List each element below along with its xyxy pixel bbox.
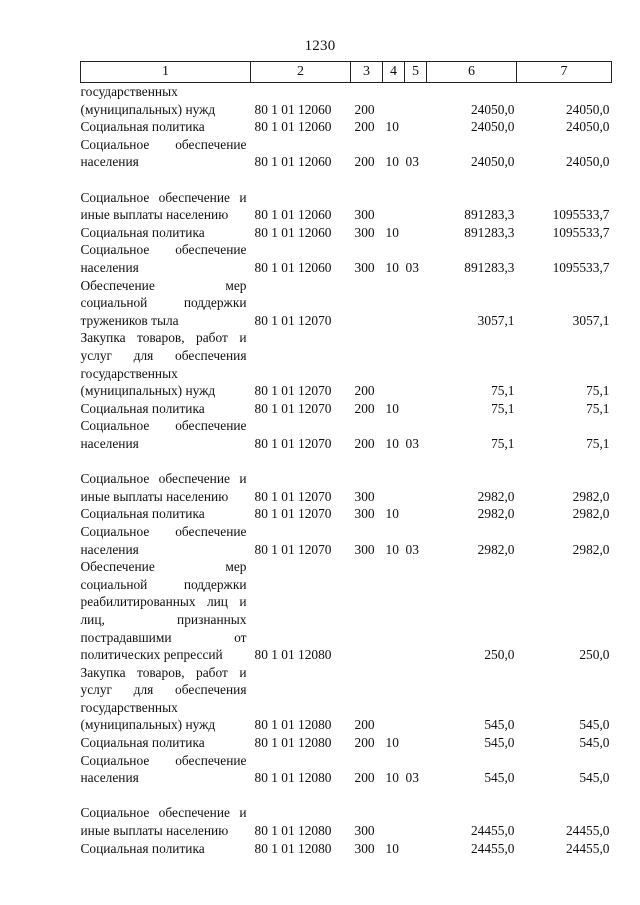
budget-table — [80, 61, 612, 857]
row-name: Социальная политика — [80, 224, 205, 240]
row-code: 80 1 01 12070 — [254, 400, 332, 416]
row-value-7: 1095533,7 — [552, 224, 610, 240]
row-vr: 200 — [354, 717, 375, 733]
row-code: 80 1 01 12080 — [254, 735, 332, 751]
row-code: 80 1 01 12060 — [254, 259, 332, 275]
row-pr — [405, 787, 427, 840]
row-code: 80 1 01 12080 — [254, 770, 332, 786]
row-value-7: 545,0 — [579, 770, 610, 786]
column-header-2: 2 — [251, 62, 351, 83]
table-row — [81, 664, 612, 734]
row-value-6: 891283,3 — [464, 207, 515, 223]
row-vr: 200 — [354, 400, 375, 416]
row-name: Социальная политика — [80, 840, 205, 856]
row-rz: 10 — [385, 259, 399, 275]
row-vr: 200 — [354, 383, 375, 399]
row-value-7: 2982,0 — [572, 506, 610, 522]
row-name: Социальное обеспечение населения — [80, 242, 247, 275]
table-row — [81, 558, 612, 664]
row-value-7: 3057,1 — [572, 312, 610, 328]
row-pr — [405, 277, 427, 330]
row-code: 80 1 01 12070 — [254, 312, 332, 328]
row-value-6: 24050,0 — [470, 101, 515, 117]
table-row — [81, 752, 612, 787]
table-row — [81, 329, 612, 399]
row-name: Обеспечение мер социальной поддержки тружеников тыла — [80, 277, 247, 328]
row-value-6: 24050,0 — [470, 154, 515, 170]
table-row — [81, 523, 612, 558]
row-rz — [383, 171, 405, 224]
row-value-7: 2982,0 — [572, 488, 610, 504]
row-value-7: 545,0 — [579, 735, 610, 751]
row-value-6: 545,0 — [484, 735, 515, 751]
row-rz — [383, 558, 405, 664]
row-vr: 200 — [354, 435, 375, 451]
row-value-7: 1095533,7 — [552, 259, 610, 275]
row-vr: 300 — [354, 224, 375, 240]
table-header — [81, 62, 612, 83]
table-row — [81, 400, 612, 418]
row-rz — [383, 787, 405, 840]
row-name: Социальная политика — [80, 119, 205, 135]
row-value-6: 75,1 — [491, 383, 515, 399]
row-name: Социальное обеспечение и иные выплаты населению — [80, 805, 247, 839]
row-code: 80 1 01 12080 — [254, 840, 332, 856]
row-value-7: 24455,0 — [565, 840, 610, 856]
table-row — [81, 224, 612, 242]
table-body — [81, 83, 612, 858]
column-header-5: 5 — [405, 62, 427, 83]
row-code: 80 1 01 12070 — [254, 435, 332, 451]
row-code: 80 1 01 12070 — [254, 541, 332, 557]
row-value-7: 2982,0 — [572, 541, 610, 557]
row-pr — [405, 83, 427, 119]
table-row — [81, 118, 612, 136]
row-rz: 10 — [385, 435, 399, 451]
column-header-1: 1 — [81, 62, 251, 83]
row-value-7: 1095533,7 — [552, 207, 610, 223]
row-pr: 03 — [405, 154, 419, 170]
row-pr — [405, 224, 427, 242]
row-name: Социальное обеспечение населения — [80, 418, 247, 451]
row-name: Социальное обеспечение и иные выплаты населению — [80, 471, 247, 504]
row-rz — [383, 277, 405, 330]
row-code: 80 1 01 12060 — [254, 207, 332, 223]
row-value-6: 891283,3 — [464, 259, 515, 275]
table-row — [81, 83, 612, 119]
row-name: Социальное обеспечение населения — [80, 752, 247, 786]
row-vr: 200 — [354, 770, 375, 786]
row-vr: 200 — [354, 101, 375, 117]
row-rz: 10 — [385, 119, 399, 135]
row-value-6: 75,1 — [491, 435, 515, 451]
row-value-6: 24455,0 — [470, 840, 515, 856]
table-row — [81, 277, 612, 330]
row-code: 80 1 01 12080 — [254, 647, 332, 663]
table-row — [81, 840, 612, 858]
table-row — [81, 136, 612, 171]
row-name: Социальная политика — [80, 506, 205, 522]
row-code: 80 1 01 12060 — [254, 224, 332, 240]
row-rz — [383, 664, 405, 734]
row-name: Социальное обеспечение населения — [80, 136, 247, 170]
row-code: 80 1 01 12060 — [254, 119, 332, 135]
row-code: 80 1 01 12060 — [254, 101, 332, 117]
row-value-7: 545,0 — [579, 717, 610, 733]
row-value-6: 75,1 — [491, 400, 515, 416]
column-header-3: 3 — [351, 62, 383, 83]
row-value-7: 24050,0 — [565, 154, 610, 170]
row-pr — [405, 329, 427, 399]
row-vr: 200 — [354, 119, 375, 135]
table-row — [81, 453, 612, 506]
row-value-6: 3057,1 — [477, 312, 515, 328]
row-rz: 10 — [385, 154, 399, 170]
row-value-6: 250,0 — [484, 647, 515, 663]
row-rz: 10 — [385, 506, 399, 522]
row-name: государственных (муниципальных) нужд — [80, 84, 216, 117]
row-pr — [405, 734, 427, 752]
row-value-6: 2982,0 — [477, 541, 515, 557]
row-value-6: 545,0 — [484, 717, 515, 733]
row-pr: 03 — [405, 541, 419, 557]
column-header-6: 6 — [427, 62, 517, 83]
row-vr — [351, 558, 383, 664]
row-rz — [383, 453, 405, 506]
row-code: 80 1 01 12060 — [254, 154, 332, 170]
row-name: Закупка товаров, работ и услуг для обеспечения государственных (муниципальных) нужд — [80, 330, 247, 399]
table-row — [81, 734, 612, 752]
row-vr: 200 — [354, 735, 375, 751]
row-value-7: 24050,0 — [565, 119, 610, 135]
row-pr — [405, 118, 427, 136]
row-vr: 300 — [354, 506, 375, 522]
row-pr — [405, 558, 427, 664]
row-pr: 03 — [405, 259, 419, 275]
row-code: 80 1 01 12070 — [254, 488, 332, 504]
column-header-4: 4 — [383, 62, 405, 83]
row-vr — [351, 277, 383, 330]
row-pr — [405, 505, 427, 523]
row-vr: 300 — [354, 259, 375, 275]
row-name: Социальное обеспечение и иные выплаты населению — [80, 189, 247, 223]
row-rz: 10 — [385, 400, 399, 416]
row-value-6: 545,0 — [484, 770, 515, 786]
row-rz: 10 — [385, 770, 399, 786]
row-name: Социальное обеспечение населения — [80, 523, 247, 557]
row-value-7: 24455,0 — [565, 823, 610, 839]
row-value-6: 2982,0 — [477, 488, 515, 504]
table-row — [81, 417, 612, 452]
table-row — [81, 505, 612, 523]
row-vr: 300 — [354, 488, 375, 504]
row-value-6: 2982,0 — [477, 506, 515, 522]
row-value-7: 75,1 — [586, 383, 610, 399]
page-number: 1230 — [304, 38, 336, 54]
table-row — [81, 171, 612, 224]
row-code: 80 1 01 12070 — [254, 506, 332, 522]
row-rz: 10 — [385, 735, 399, 751]
row-code: 80 1 01 12080 — [254, 823, 332, 839]
row-vr: 300 — [354, 207, 375, 223]
row-value-6: 891283,3 — [464, 224, 515, 240]
row-value-6: 24455,0 — [470, 823, 515, 839]
row-code: 80 1 01 12070 — [254, 383, 332, 399]
row-rz: 10 — [385, 840, 399, 856]
row-pr — [405, 171, 427, 224]
row-code: 80 1 01 12080 — [254, 717, 332, 733]
column-header-7: 7 — [517, 62, 612, 83]
row-name: Социальная политика — [80, 735, 205, 751]
table-row — [81, 787, 612, 840]
row-name: Социальная политика — [80, 400, 205, 416]
row-value-7: 250,0 — [579, 647, 610, 663]
row-rz — [383, 329, 405, 399]
row-vr: 200 — [354, 154, 375, 170]
row-name: Закупка товаров, работ и услуг для обеспечения государственных (муниципальных) нужд — [80, 664, 247, 733]
row-rz — [383, 83, 405, 119]
table-row — [81, 241, 612, 276]
row-vr: 300 — [354, 541, 375, 557]
row-value-7: 75,1 — [586, 435, 610, 451]
row-rz: 10 — [385, 224, 399, 240]
row-pr: 03 — [405, 770, 419, 786]
row-rz: 10 — [385, 541, 399, 557]
row-value-6: 24050,0 — [470, 119, 515, 135]
row-pr: 03 — [405, 435, 419, 451]
row-vr: 300 — [354, 823, 375, 839]
row-pr — [405, 840, 427, 858]
row-value-7: 24050,0 — [565, 101, 610, 117]
row-name: Обеспечение мер социальной поддержки реабилитированных лиц и лиц, признанных пострадавшими от политических репрессий — [80, 559, 247, 663]
row-value-7: 75,1 — [586, 400, 610, 416]
row-pr — [405, 664, 427, 734]
row-pr — [405, 453, 427, 506]
row-vr: 300 — [354, 840, 375, 856]
row-pr — [405, 400, 427, 418]
